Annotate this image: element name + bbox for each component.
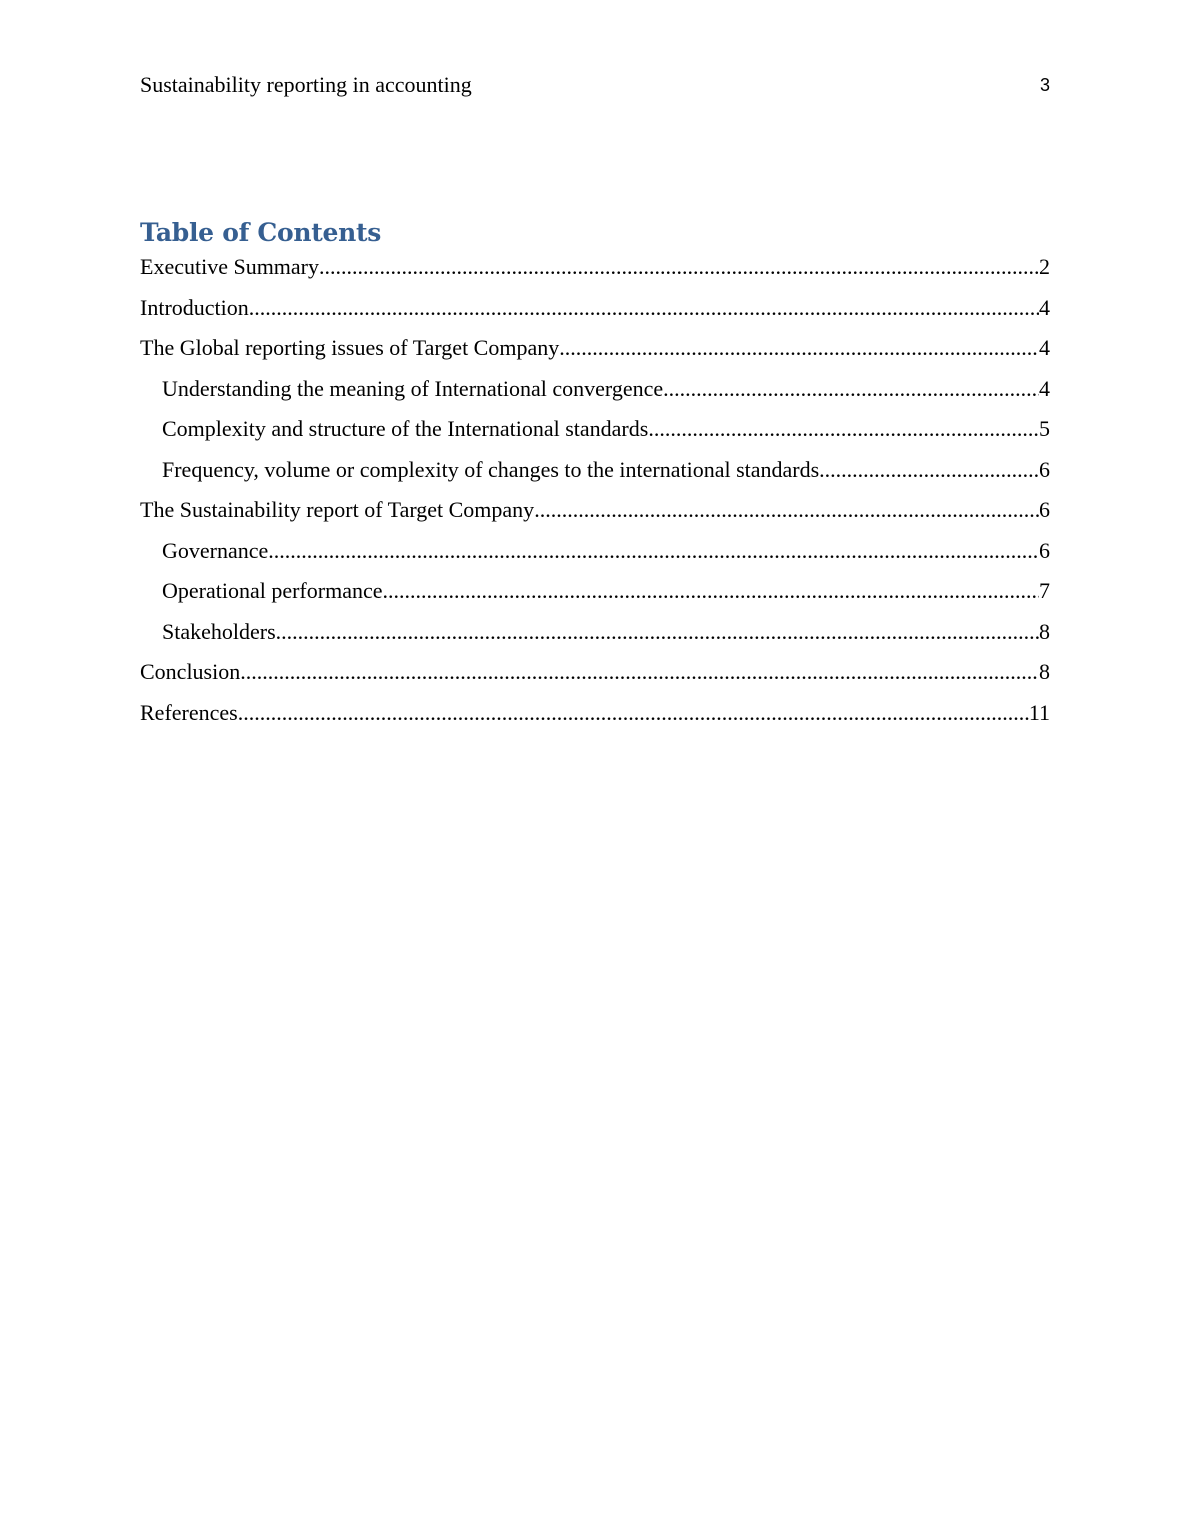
running-header [140,70,1050,100]
toc-subentry[interactable] [140,536,1050,577]
toc-leader-dots [319,252,1039,282]
toc-entry-page: 8 [1039,618,1050,644]
toc-entry-label: The Sustainability report of Target Company [140,497,535,522]
toc-entry-page: 4 [1039,375,1050,401]
toc-leader-dots [238,698,1029,728]
toc-entry-page: 5 [1039,416,1050,441]
toc-entry-label: Conclusion [140,659,241,684]
toc-subentry[interactable] [140,455,1050,496]
toc-entry-page: 6 [1039,537,1050,563]
toc-subentry[interactable] [140,617,1050,658]
toc-leader-dots [268,536,1039,566]
toc-entry-page: 11 [1028,699,1050,725]
toc-subentry[interactable] [140,374,1050,415]
toc-leader-dots [648,414,1039,444]
toc-leader-dots [663,374,1039,404]
toc-entry-label: The Global reporting issues of Target Company [140,335,560,360]
toc-entry-label: Stakeholders [162,618,276,644]
toc-leader-dots [240,657,1039,687]
toc-heading: Table of Contents [140,218,382,247]
toc-subentry[interactable] [140,576,1050,617]
toc-entry[interactable] [140,252,1050,293]
toc-list [140,252,1050,738]
toc-entry[interactable] [140,495,1050,536]
toc-entry-label: Governance [162,537,269,563]
toc-entry-page: 4 [1039,294,1050,320]
toc-entry-label: References [140,699,238,725]
toc-leader-dots [559,333,1039,363]
toc-entry[interactable] [140,293,1050,334]
toc-entry-label: Introduction [140,294,249,320]
toc-entry[interactable] [140,657,1050,698]
toc-entry-label: Complexity and structure of the International standards [162,416,649,441]
toc-entry[interactable] [140,333,1050,374]
toc-subentry[interactable] [140,414,1050,455]
toc-leader-dots [276,617,1039,647]
toc-entry-label: Executive Summary [140,254,320,279]
toc-entry[interactable] [140,698,1050,739]
toc-entry-page: 7 [1039,578,1050,603]
toc-entry-label: Operational performance [162,578,383,603]
toc-entry-page: 4 [1039,335,1050,360]
toc-entry-page: 2 [1039,254,1050,279]
toc-leader-dots [249,293,1039,323]
running-title: Sustainability reporting in accounting [140,72,472,97]
toc-leader-dots [383,576,1040,606]
toc-leader-dots [819,455,1039,485]
toc-entry-label: Frequency, volume or complexity of changes to the international standards [162,456,820,482]
toc-entry-page: 6 [1039,456,1050,482]
table-of-contents [140,214,1050,738]
toc-entry-label: Understanding the meaning of International convergence [162,375,664,401]
toc-entry-page: 6 [1039,497,1050,522]
toc-entry-page: 8 [1039,659,1050,684]
page-number: 3 [1039,75,1050,95]
toc-leader-dots [534,495,1039,525]
